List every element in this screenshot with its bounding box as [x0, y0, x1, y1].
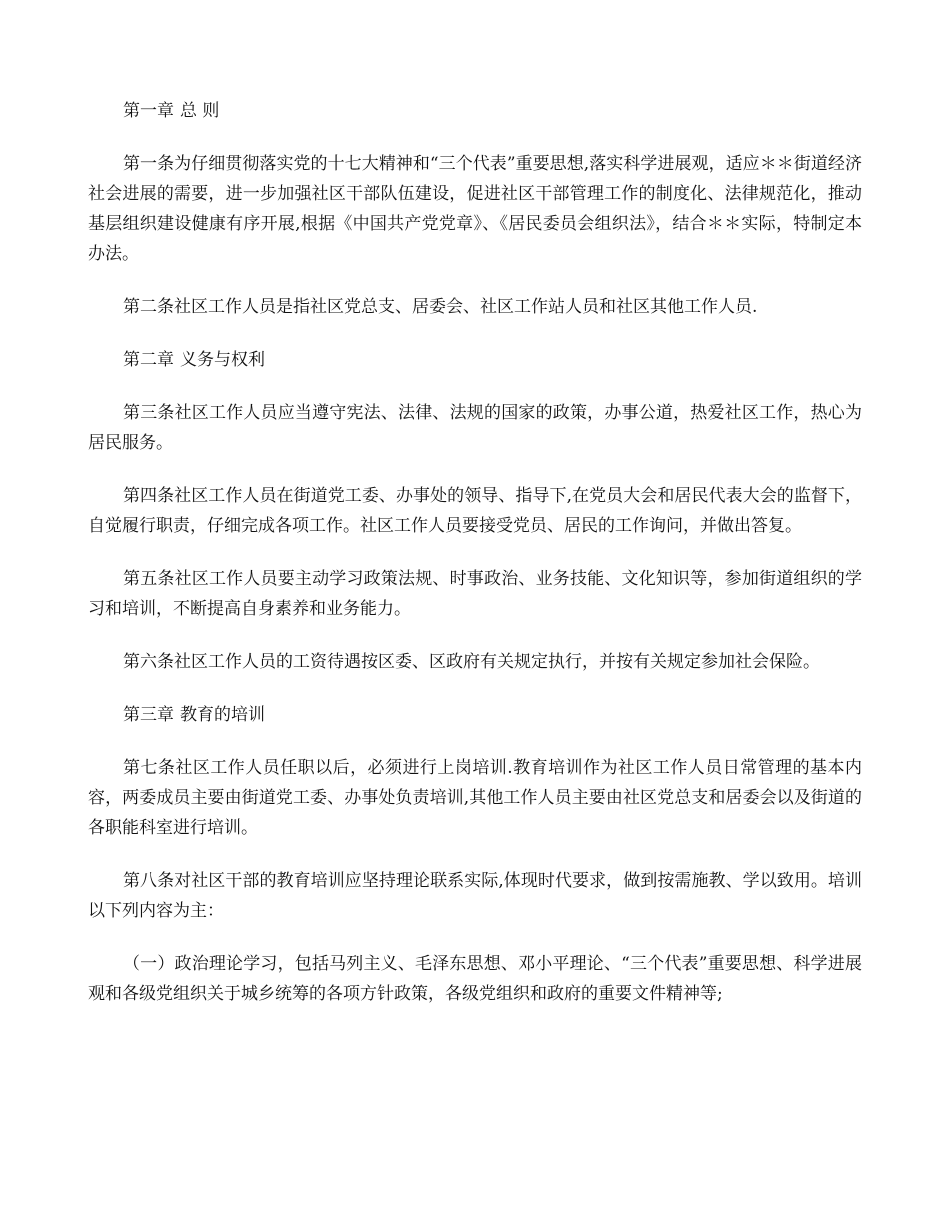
article-8: 第八条对社区干部的教育培训应坚持理论联系实际,体现时代要求，做到按需施教、学以致用。培训以下列内容为主：	[88, 871, 862, 921]
article-8-item-1: （一）政治理论学习，包括马列主义、毛泽东思想、邓小平理论、“三个代表”重要思想、科学进展观和各级党组织关于城乡统筹的各项方针政策，各级党组织和政府的重要文件精神等;	[88, 954, 862, 1004]
article-1: 第一条为仔细贯彻落实党的十七大精神和“三个代表”重要思想,落实科学进展观，适应＊＊街道经济社会进展的需要，进一步加强社区干部队伍建设，促进社区干部管理工作的制度化、法律规范化，推动基层组织建设健康有序开展,根据《中国共产党党章》、《居民委员会组织法》，结合＊＊实际，特制定本办法。	[88, 154, 862, 264]
chapter-number: 第三章	[123, 705, 174, 725]
article-3: 第三条社区工作人员应当遵守宪法、法律、法规的国家的政策，办事公道，热爱社区工作，热心为居民服务。	[88, 403, 862, 453]
chapter-heading-2	[88, 345, 862, 375]
chapter-title: 总 则	[180, 101, 220, 121]
article-2: 第二条社区工作人员是指社区党总支、居委会、社区工作站人员和社区其他工作人员.	[123, 297, 758, 317]
article-4: 第四条社区工作人员在街道党工委、办事处的领导、指导下,在党员大会和居民代表大会的监督下，自觉履行职责，仔细完成各项工作。社区工作人员要接受党员、居民的工作询问，并做出答复。	[88, 486, 862, 536]
chapter-number: 第二章	[123, 350, 174, 370]
chapter-title: 义务与权利	[180, 350, 265, 370]
chapter-heading-1	[88, 96, 862, 126]
document-page	[88, 96, 862, 1032]
chapter-heading-3	[88, 700, 862, 730]
chapter-title: 教育的培训	[180, 705, 265, 725]
article-7: 第七条社区工作人员任职以后，必须进行上岗培训.教育培训作为社区工作人员日常管理的基本内容，两委成员主要由街道党工委、办事处负责培训,其他工作人员主要由社区党总支和居委会以及街道的各职能科室进行培训。	[88, 758, 862, 838]
article-6: 第六条社区工作人员的工资待遇按区委、区政府有关规定执行，并按有关规定参加社会保险。	[123, 652, 820, 672]
chapter-number: 第一章	[123, 101, 174, 121]
article-5: 第五条社区工作人员要主动学习政策法规、时事政治、业务技能、文化知识等，参加街道组织的学习和培训，不断提高自身素养和业务能力。	[88, 569, 862, 619]
